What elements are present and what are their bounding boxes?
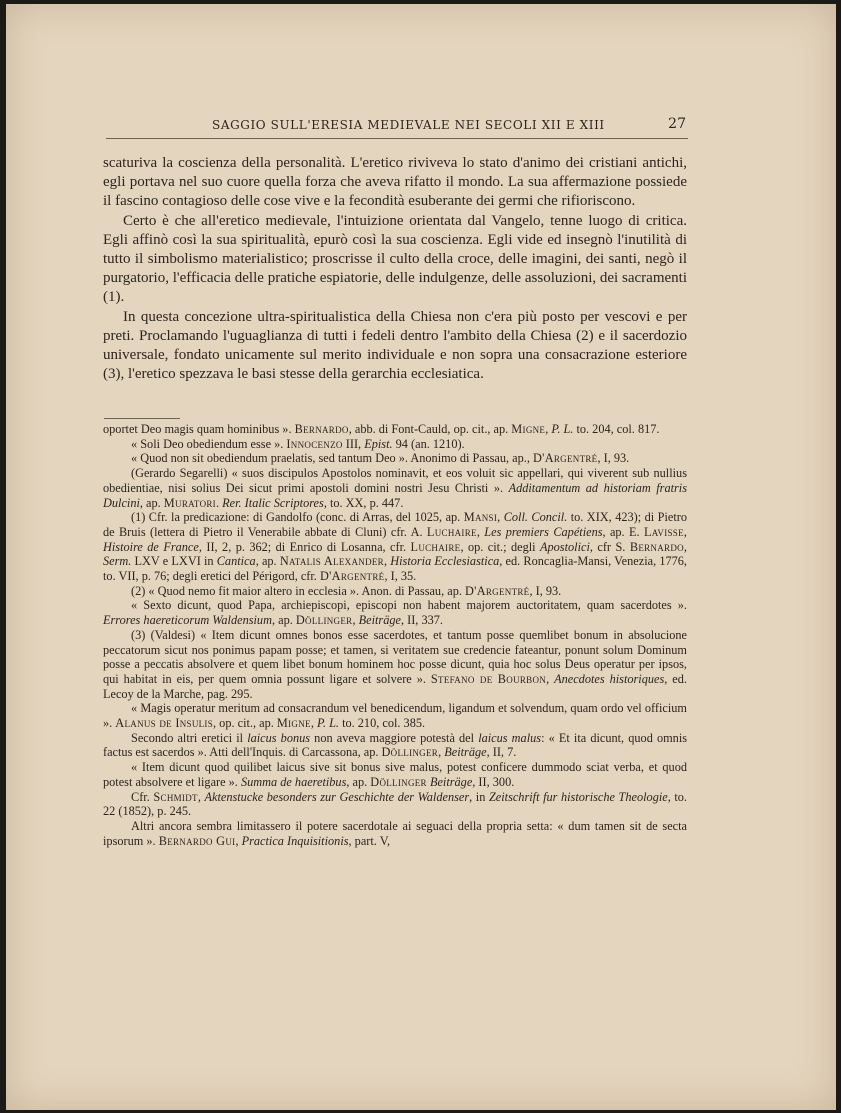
body-paragraph: In questa concezione ultra-spiritualistica della Chiesa non c'era più posto per vescovi e per preti. Proclamando l'uguaglianza di tutti i fedeli dentro l'ambito della Chiesa (2) e il sacerdozio universale, fondato unicamente sul merito individuale e non sopra una consacrazione esteriore (3), l'eretico spezzava le basi stesse della gerarchia ecclesiatica. — [103, 308, 687, 383]
footnote: « Sexto dicunt, quod Papa, archiepiscopi, episcopi non habent majorem auctoritatem, quam sacerdotes ». Errores haereticorum Waldensium, ap. Döllinger, Beiträge, II, 337. — [103, 598, 687, 628]
footnote: oportet Deo magis quam hominibus ». Bernardo, abb. di Font-Cauld, op. cit., ap. Migne, P. L. to. 204, col. 817. — [103, 422, 660, 436]
book-page — [6, 4, 836, 1110]
footnote: Secondo altri eretici il laicus bonus non aveva maggiore potestà del laicus malus: « Et ita dicunt, quod omnis factus est sacerdos ». Atti dell'Inquis. di Carcassona, ap. Döllinger, Beiträge, II, 7. — [103, 730, 688, 760]
page-header — [106, 116, 688, 139]
footnote: « Magis operatur meritum ad consacrandum vel benedicendum, ligandum et solvendum, quam ordo vel officium ». Alanus de Insulis, op. cit., ap. Migne, P. L. to. 210, col. 385. — [103, 701, 687, 731]
footnote: « Quod non sit obediendum praelatis, sed tantum Deo ». Anonimo di Passau, ap., D'Argentré, I, 93. — [131, 451, 630, 466]
footnote: « Soli Deo obediendum esse ». Innocenzo III, Epist. 94 (an. 1210). — [131, 436, 465, 451]
footnote: Cfr. Schmidt, Aktenstucke besonders zur Geschichte der Waldenser, in Zeitschrift fur historische Theologie, to. 22 (1852), p. 245. — [103, 789, 688, 819]
footnote: (2) « Quod nemo fit maior altero in ecclesia ». Anon. di Passau, ap. D'Argentré, I, 93. — [131, 583, 562, 598]
footnotes — [103, 422, 687, 848]
footnote: (3) (Valdesi) « Item dicunt omnes bonos esse sacerdotes, et tantum posse quemlibet bonum in absolucione peccatorum sicut nos ponimus papam posse; et tamen, si veritatem sue credencie fateantur, ponunt solum Dominum posse a peccatis absolvere et quem libet bonum hominem hoc posse dicunt, quia hoc solus Deus operatur per ipsos, qui habitat in eis, per quem omnia possunt ligare et solvere ». Stefano de Bourbon, Anecdotes historiques, ed. Lecoy de la Marche, pag. 295. — [103, 627, 687, 701]
footnote: « Item dicunt quod quilibet laicus sive sit bonus sive malus, potest conficere dummodo sciat verba, et quod potest absolvere et ligare ». Summa de haeretibus, ap. Döllinger Beiträge, II, 300. — [103, 760, 687, 789]
main-text — [103, 154, 687, 384]
body-paragraph: scaturiva la coscienza della personalità. L'eretico riviveva lo stato d'animo dei cristiani antichi, egli portava nel suo cuore quella forza che aveva rifatto il mondo. La sua affermazione possiede il fascino contagioso delle cose vive e la fecondità esuberante dei germi che rifioriscono. — [103, 155, 687, 210]
footnote-separator — [104, 418, 180, 419]
body-paragraph: Certo è che all'eretico medievale, l'intuizione orientata dal Vangelo, tenne luogo di critica. Egli affinò così la sua spiritualità, epurò così la sua coscienza. Egli vide ed insegnò l'inutilità di tutto il simbolismo materialistico; proscrisse il culto della croce, delle imagini, dei santi, negò il purgatorio, l'efficacia delle pratiche espiatorie, delle indulgenze, delle assoluzioni, dei sacramenti (1). — [103, 212, 687, 306]
footnote: (1) Cfr. la predicazione: di Gandolfo (conc. di Arras, del 1025, ap. Mansi, Coll. Concil. to. XIX, 423); di Pietro de Bruis (lettera di Pietro il Venerabile abbate di Cluni) cfr. A. Luchaire, Les premiers Capétiens, ap. E. Lavisse, Histoire de France, II, 2, p. 362; di Enrico di Losanna, cfr. Luchaire, op. cit.; degli Apostolici, cfr S. Bernardo, Serm. LXV e LXVI in Cantica, ap. Natalis Alexander, Historia Ecclesiastica, ed. Roncaglia-Mansi, Venezia, 1776, to. VII, p. 76; degli eretici del Périgord, cfr. D'Argentré, I, 35. — [103, 510, 687, 584]
page-number: 27 — [668, 116, 686, 132]
footnote: Altri ancora sembra limitassero il potere sacerdotale ai seguaci della propria setta: « dum tamen sit de secta ipsorum ». Bernardo Gui, Practica Inquisitionis, part. V, — [103, 818, 687, 848]
running-title: SAGGIO SULL'ERESIA MEDIEVALE NEI SECOLI XII E XIII — [212, 118, 605, 132]
footnote: (Gerardo Segarelli) « suos discipulos Apostolos nominavit, et eos voluit sic appellari, qui viverent sub nullius obedientiae, nisi solius Dei sicut primi apostoli domini nostri Jesu Christi ». Additamentum ad historiam fratris Dulcini, ap. Muratori. Rer. Italic Scriptores, to. XX, p. 447. — [103, 466, 687, 510]
